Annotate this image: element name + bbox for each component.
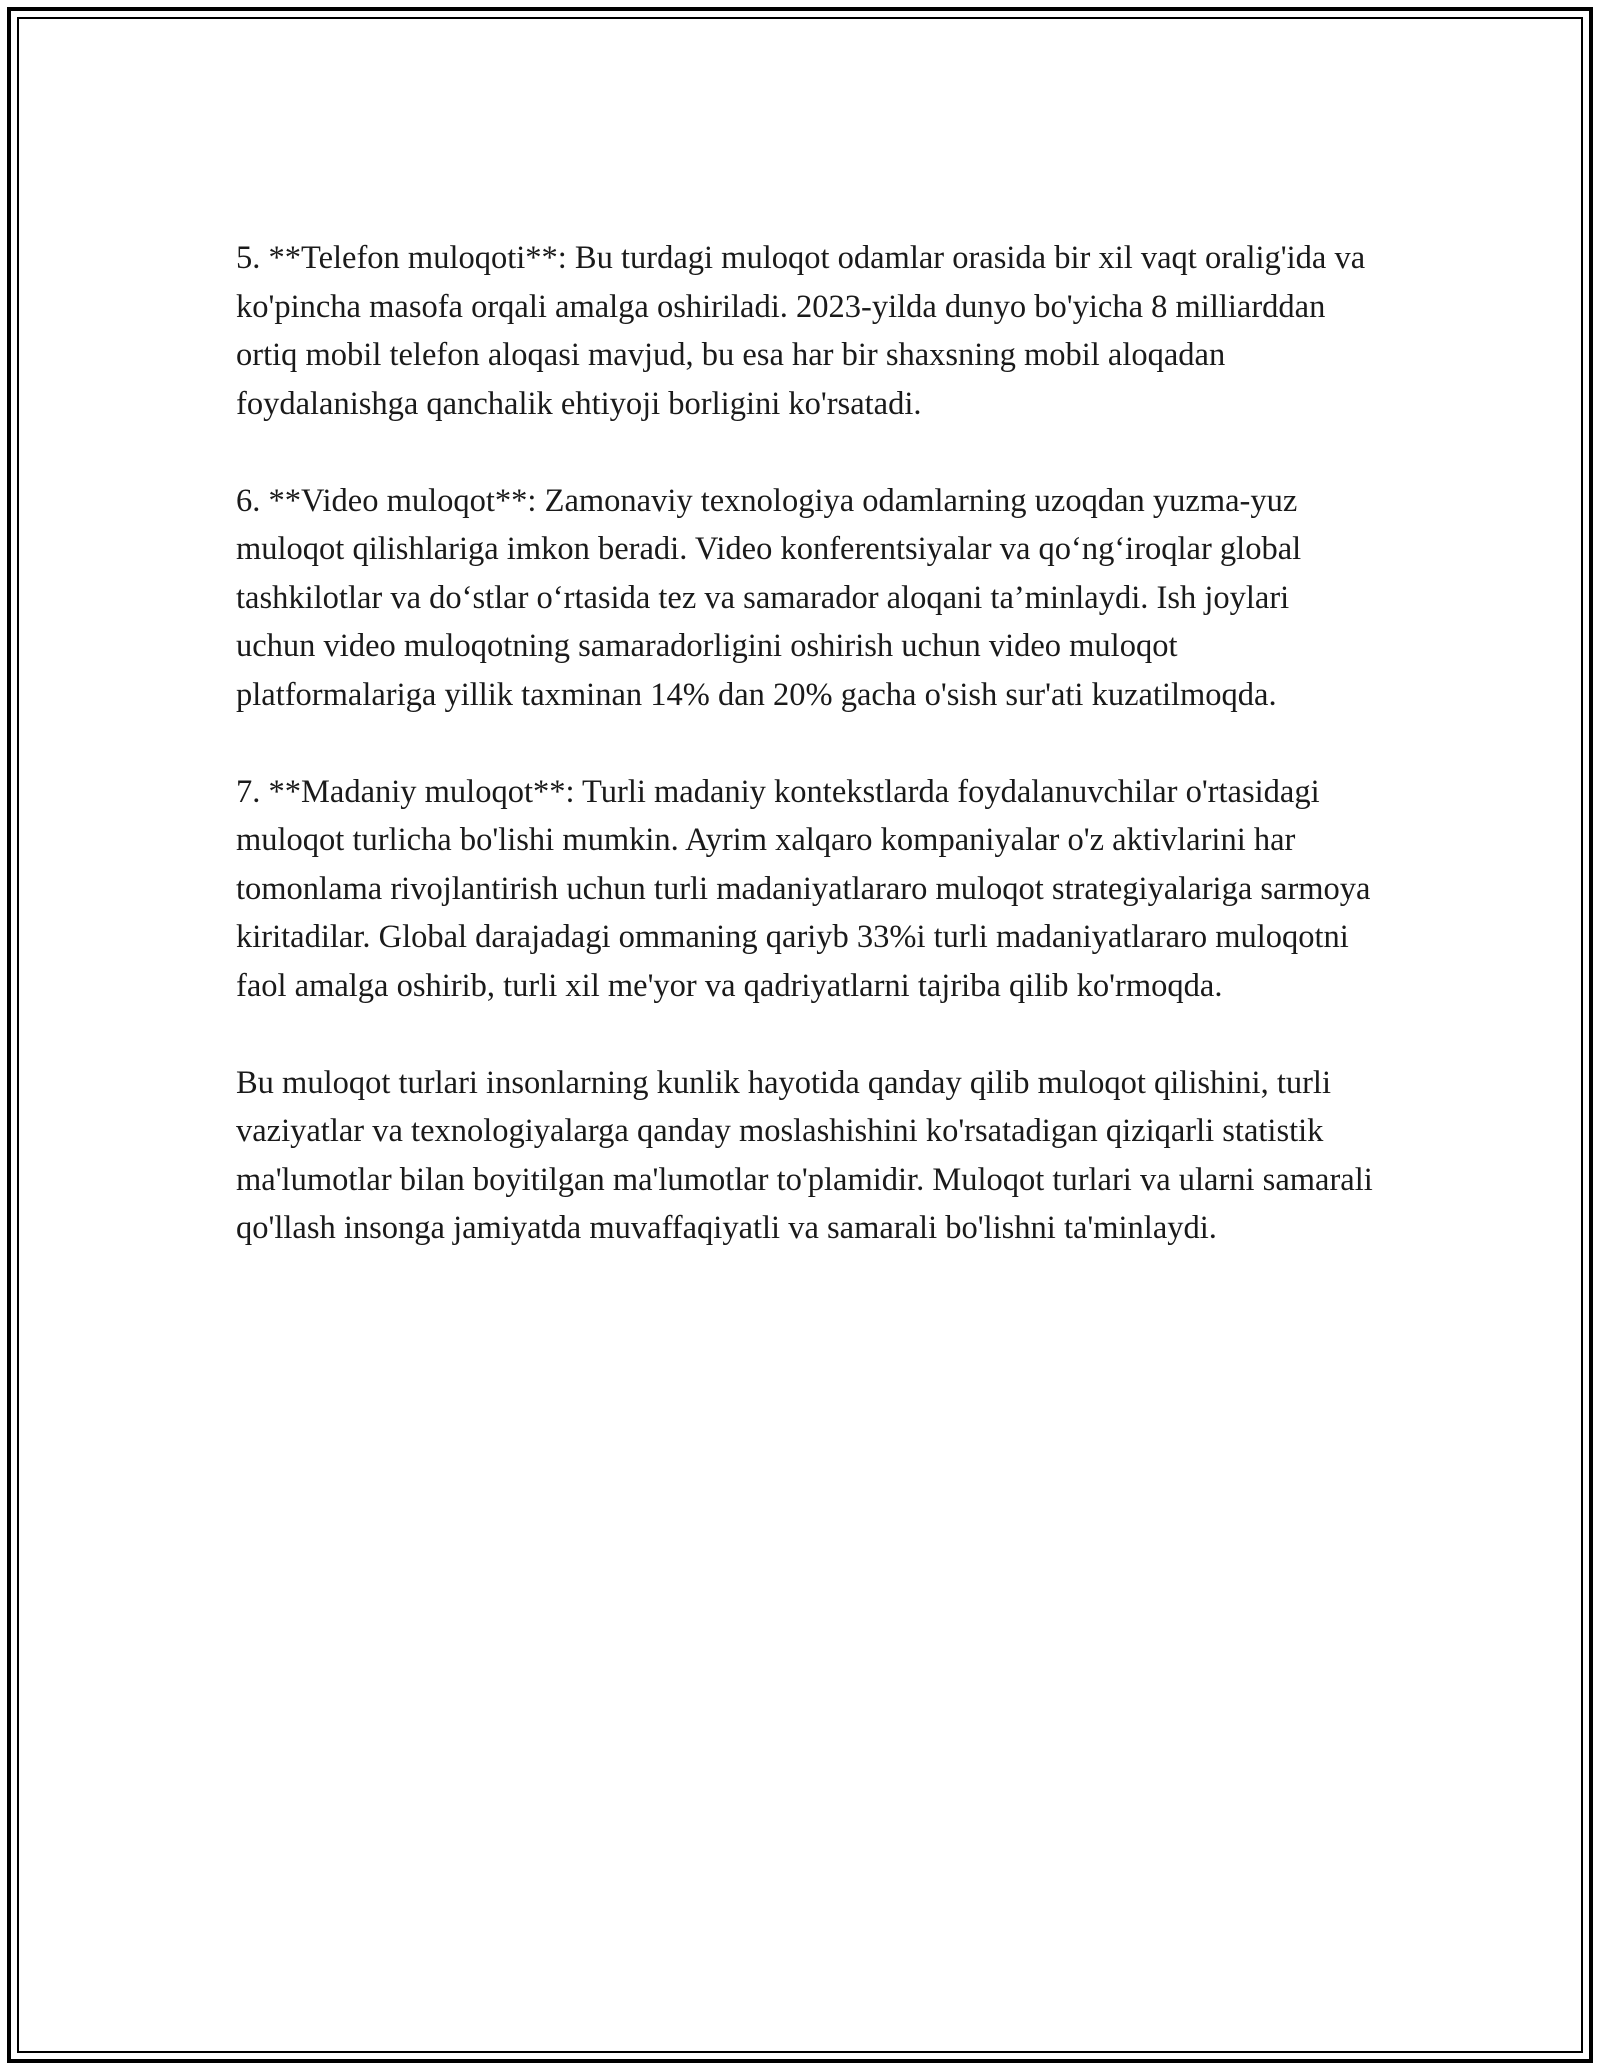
- paragraph-video-muloqot: 6. **Video muloqot**: Zamonaviy texnologiya odamlarning uzoqdan yuzma-yuz muloqot qilishlariga imkon beradi. Video konferentsiyalar va qo‘ng‘iroqlar global tashkilotlar va do‘stlar o‘rtasida tez va samarador aloqani ta’minlaydi. Ish joylari uchun video muloqotning samaradorligini oshirish uchun video muloqot platformalariga yillik taxminan 14% dan 20% gacha o'sish sur'ati kuzatilmoqda.: [236, 482, 1302, 713]
- paragraph-madaniy-muloqot: 7. **Madaniy muloqot**: Turli madaniy kontekstlarda foydalanuvchilar o'rtasidagi muloqot turlicha bo'lishi mumkin. Ayrim xalqaro kompaniyalar o'z aktivlarini har tomonlama rivojlantirish uchun turli madaniyatlararo muloqot strategiyalariga sarmoya kiritadilar. Global darajadagi ommaning qariyb 33%i turli madaniyatlararo muloqotni faol amalga oshirib, turli xil me'yor va qadriyatlarni tajriba qilib ko'rmoqda.: [236, 773, 1371, 1004]
- document-body: [236, 234, 1376, 1301]
- paragraph-conclusion: Bu muloqot turlari insonlarning kunlik hayotida qanday qilib muloqot qilishini, turli vaziyatlar va texnologiyalarga qanday moslashishini ko'rsatadigan qiziqarli statistik ma'lumotlar bilan boyitilgan ma'lumotlar to'plamidir. Muloqot turlari va ularni samarali qo'llash insonga jamiyatda muvaffaqiyatli va samarali bo'lishni ta'minlaydi.: [236, 1064, 1373, 1246]
- paragraph-telefon-muloqoti: 5. **Telefon muloqoti**: Bu turdagi muloqot odamlar orasida bir xil vaqt oralig'ida va ko'pincha masofa orqali amalga oshiriladi. 2023-yilda dunyo bo'yicha 8 milliarddan ortiq mobil telefon aloqasi mavjud, bu esa har bir shaxsning mobil aloqadan foydalanishga qanchalik ehtiyoji borligini ko'rsatadi.: [236, 240, 1366, 422]
